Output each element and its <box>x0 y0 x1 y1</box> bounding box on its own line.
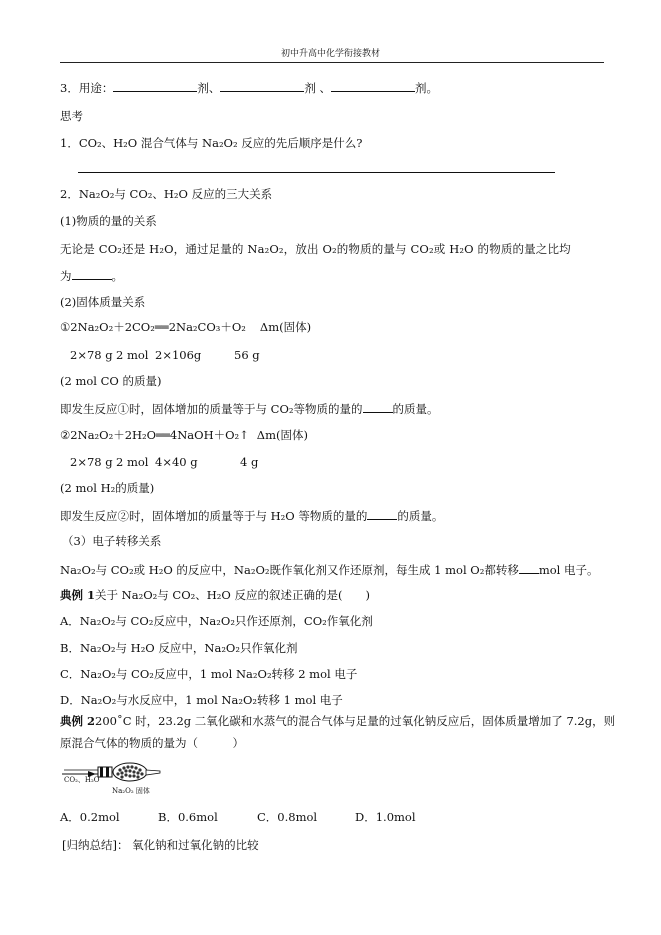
mass-value: 2×106g <box>155 348 202 362</box>
example-1-option-b[interactable]: B．Na₂O₂与 H₂O 反应中，Na₂O₂只作氧化剂 <box>60 641 298 655</box>
usage-sep-2: 剂 、 <box>304 81 331 95</box>
ratio-statement-cont <box>60 268 123 283</box>
equation-2 <box>60 428 308 442</box>
conclusion-suffix: 的质量。 <box>397 509 444 523</box>
equation-1-masses <box>0 348 661 362</box>
equation-1-delta: Δm(固体) <box>259 320 312 334</box>
equation-1 <box>60 320 311 334</box>
ratio-statement: 无论是 CO₂还是 H₂O，通过足量的 Na₂O₂，放出 O₂的物质的量与 CO₂或 H₂O 的物质的量之比均 <box>60 242 571 256</box>
conclusion-blank-2[interactable] <box>367 508 397 520</box>
example-2-stem <box>60 714 615 728</box>
subsection-3: （3）电子转移关系 <box>62 534 162 548</box>
mass-value: 2×78 g <box>70 455 113 469</box>
example-1-option-a[interactable]: A．Na₂O₂与 CO₂反应中，Na₂O₂只作还原剂，CO₂作氧化剂 <box>60 614 373 628</box>
example-1-label: 典例 1 <box>60 588 96 602</box>
usage-end: 剂。 <box>414 81 438 95</box>
equation-1-conclusion <box>60 401 439 416</box>
conclusion-text: 即发生反应②时，固体增加的质量等于与 H₂O 等物质的量的 <box>60 509 368 523</box>
example-2-stem-cont: 原混合气体的物质的量为（ ） <box>60 736 244 750</box>
electron-transfer-statement <box>60 562 599 577</box>
usage-blank-3[interactable] <box>331 80 415 92</box>
equation-2-delta: Δm(固体) <box>256 428 308 442</box>
conclusion-suffix: 的质量。 <box>392 402 439 416</box>
diagram-gas-label: CO₂、H₂O <box>64 776 100 784</box>
equation-2-formula: ②2Na₂O₂＋2H₂O══4NaOH＋O₂↑ <box>60 428 249 442</box>
usage-blank-2[interactable] <box>220 80 304 92</box>
equation-2-note: (2 mol H₂的质量) <box>60 481 155 495</box>
example-2-label: 典例 2 <box>60 714 96 728</box>
mass-value: 2 mol <box>116 455 149 469</box>
conclusion-text: 即发生反应①时，固体增加的质量等于与 CO₂等物质的量的 <box>60 402 363 416</box>
ratio-prefix: 为 <box>60 269 72 283</box>
example-2-question: 200˚C 时，23.2g 二氧化碳和水蒸气的混合气体与足量的过氧化钠反应后，固体质量增加了 7.2g，则 <box>95 714 616 728</box>
mass-value: 56 g <box>234 348 260 362</box>
answer-line-1[interactable] <box>78 172 555 173</box>
summary-heading: [归纳总结]： 氧化钠和过氧化钠的比较 <box>62 838 259 852</box>
mass-value: 2 mol <box>116 348 149 362</box>
diagram-solid-label: Na₂O₂ 固体 <box>112 787 150 795</box>
electron-suffix: mol 电子。 <box>538 563 599 577</box>
example-1-stem <box>60 588 370 602</box>
mass-value: 4 g <box>240 455 259 469</box>
example-1-option-c[interactable]: C．Na₂O₂与 CO₂反应中，1 mol Na₂O₂转移 2 mol 电子 <box>60 667 358 681</box>
example-1-option-d[interactable]: D．Na₂O₂与水反应中，1 mol Na₂O₂转移 1 mol 电子 <box>60 693 343 707</box>
mass-value: 2×78 g <box>70 348 113 362</box>
page-header-title: 初中升高中化学衔接教材 <box>280 49 380 59</box>
example-2-answer-b[interactable]: B．0.6mol <box>158 810 218 824</box>
example-2-answer-c[interactable]: C．0.8mol <box>257 810 318 824</box>
equation-1-note: (2 mol CO 的质量) <box>60 374 162 388</box>
usage-line <box>60 80 438 95</box>
usage-sep-1: 剂、 <box>197 81 221 95</box>
conclusion-blank-1[interactable] <box>363 401 393 413</box>
think-heading: 思考 <box>60 109 83 123</box>
equation-2-conclusion <box>60 508 443 523</box>
subsection-2: (2)固体质量关系 <box>60 295 146 309</box>
equation-2-masses <box>0 455 661 469</box>
usage-blank-1[interactable] <box>113 80 197 92</box>
ratio-suffix: 。 <box>111 269 123 283</box>
example-2-answer-a[interactable]: A．0.2mol <box>60 810 120 824</box>
question-1: 1．CO₂、H₂O 混合气体与 Na₂O₂ 反应的先后顺序是什么? <box>60 136 363 150</box>
ratio-blank[interactable] <box>72 268 112 280</box>
electron-text: Na₂O₂与 CO₂或 H₂O 的反应中，Na₂O₂既作氧化剂又作还原剂，每生成 1 mol O₂都转移 <box>60 563 519 577</box>
electron-blank[interactable] <box>519 562 539 574</box>
header-rule <box>60 62 604 63</box>
example-2-answer-d[interactable]: D．1.0mol <box>355 810 416 824</box>
usage-prefix: 3．用途： <box>60 81 114 95</box>
example-1-question: 关于 Na₂O₂与 CO₂、H₂O 反应的叙述正确的是( ) <box>95 588 370 602</box>
apparatus-diagram <box>60 762 170 800</box>
mass-value: 4×40 g <box>155 455 198 469</box>
subsection-1: (1)物质的量的关系 <box>60 214 157 228</box>
equation-1-formula: ①2Na₂O₂＋2CO₂══2Na₂CO₃＋O₂ <box>60 320 246 334</box>
question-2-title: 2．Na₂O₂与 CO₂、H₂O 反应的三大关系 <box>60 187 273 201</box>
